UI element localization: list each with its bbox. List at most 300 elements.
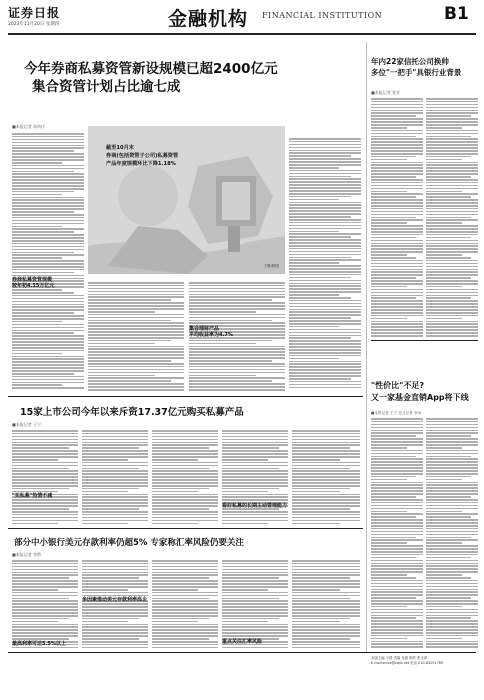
text-line <box>426 214 478 216</box>
text-line <box>12 179 84 181</box>
text-line <box>371 156 416 158</box>
text-line <box>292 502 360 504</box>
text-line <box>222 517 288 519</box>
text-line <box>371 138 423 140</box>
text-line <box>12 632 78 634</box>
text-line <box>12 228 84 230</box>
text-line <box>371 479 407 481</box>
text-line <box>12 523 58 525</box>
text-line <box>82 589 128 591</box>
newspaper-logo: 证券日报 <box>8 6 61 20</box>
bottom-text-col5 <box>292 560 360 652</box>
text-line <box>426 586 478 588</box>
text-line <box>12 439 78 441</box>
text-line <box>12 341 84 343</box>
text-line <box>12 485 78 487</box>
text-line <box>12 433 78 435</box>
right-top-headline-line2: 多位"一把手"具银行业背景 <box>371 68 462 77</box>
text-line <box>426 138 478 140</box>
text-line <box>82 511 148 513</box>
text-line <box>82 430 148 432</box>
text-line <box>426 127 462 129</box>
text-line <box>371 179 423 181</box>
lead-story <box>8 38 363 395</box>
text-line <box>82 482 148 484</box>
text-line <box>222 589 268 591</box>
text-line <box>88 311 155 313</box>
lead-text-col2 <box>88 282 184 393</box>
text-line <box>292 496 360 498</box>
masthead-rule <box>8 33 476 35</box>
text-line <box>222 465 288 467</box>
middle-text-col4 <box>222 430 288 526</box>
text-line <box>12 436 78 438</box>
text-line <box>371 312 423 314</box>
text-line <box>152 439 218 441</box>
text-line <box>371 424 423 426</box>
text-line <box>426 508 478 510</box>
text-line <box>222 626 288 628</box>
text-line <box>426 646 478 648</box>
text-line <box>12 511 78 513</box>
text-line <box>426 583 478 585</box>
text-line <box>12 266 84 268</box>
text-line <box>371 269 423 271</box>
text-line <box>88 348 184 350</box>
text-line <box>371 104 423 106</box>
text-line <box>12 572 78 574</box>
text-line <box>222 433 288 435</box>
text-line <box>371 513 423 515</box>
text-line <box>12 499 78 501</box>
text-line <box>88 351 184 353</box>
text-line <box>222 514 288 516</box>
text-line <box>222 462 288 464</box>
text-line <box>426 551 478 553</box>
text-line <box>82 520 148 522</box>
text-line <box>82 470 148 472</box>
footer-credits-line1: 本版主编 于德 责编 吴澍 制作 张玉萍 <box>371 656 428 660</box>
text-line <box>12 356 84 358</box>
text-line <box>289 378 351 380</box>
text-line <box>426 519 478 521</box>
text-line <box>289 236 351 238</box>
text-line <box>292 433 360 435</box>
text-line <box>371 199 423 201</box>
text-line <box>292 566 360 568</box>
text-line <box>222 574 288 576</box>
text-line <box>88 331 184 333</box>
text-line <box>426 496 471 498</box>
text-line <box>426 167 478 169</box>
text-line <box>426 159 462 161</box>
text-line <box>189 380 272 382</box>
text-line <box>426 191 462 193</box>
text-line <box>426 245 478 247</box>
text-line <box>12 609 78 611</box>
text-line <box>426 511 462 513</box>
text-line <box>12 321 62 323</box>
text-line <box>371 245 423 247</box>
right-mid-byline: ■本报记者 王宁 见习记者 韦雨 <box>371 411 421 415</box>
text-line <box>371 516 416 518</box>
text-line <box>371 191 407 193</box>
text-line <box>152 595 218 597</box>
text-line <box>82 496 148 498</box>
text-line <box>426 179 478 181</box>
text-line <box>289 233 361 235</box>
middle-headline: 15家上市公司今年以来斥资17.37亿元购买私募产品 <box>20 407 244 418</box>
text-line <box>371 594 423 596</box>
lead-subhead-2-line2: 平均收益率为4.7% <box>189 332 233 338</box>
text-line <box>12 257 62 259</box>
text-line <box>292 479 360 481</box>
text-line <box>12 298 84 300</box>
text-line <box>189 320 272 322</box>
text-line <box>426 600 478 602</box>
text-line <box>189 354 285 356</box>
text-line <box>88 366 184 368</box>
text-line <box>12 142 84 144</box>
text-line <box>222 612 288 614</box>
text-line <box>222 430 288 432</box>
text-line <box>189 375 256 377</box>
text-line <box>88 285 184 287</box>
text-line <box>12 574 78 576</box>
text-line <box>12 344 84 346</box>
text-line <box>426 130 478 132</box>
text-line <box>426 493 478 495</box>
right-top-text-col2 <box>426 98 478 340</box>
text-line <box>371 502 423 504</box>
text-line <box>82 569 148 571</box>
text-line <box>292 586 360 588</box>
text-line <box>292 473 360 475</box>
text-line <box>371 300 423 302</box>
text-line <box>189 366 285 368</box>
text-line <box>222 488 279 490</box>
text-line <box>426 156 471 158</box>
text-line <box>289 323 361 325</box>
text-line <box>289 144 361 146</box>
text-line <box>371 277 416 279</box>
text-line <box>88 296 184 298</box>
text-line <box>371 597 416 599</box>
text-line <box>426 626 478 628</box>
text-line <box>371 286 407 288</box>
middle-text-col3 <box>152 430 218 526</box>
text-line <box>222 523 268 525</box>
text-line <box>12 502 78 504</box>
text-line <box>426 461 478 463</box>
text-line <box>12 162 62 164</box>
text-line <box>426 623 478 625</box>
text-line <box>12 476 78 478</box>
lead-headline-line1: 今年券商私募资管新设规模已超2400亿元 <box>24 61 278 77</box>
text-line <box>222 624 288 626</box>
text-line <box>292 491 340 493</box>
text-line <box>426 118 478 120</box>
text-line <box>292 577 350 579</box>
text-line <box>12 589 58 591</box>
text-line <box>426 188 478 190</box>
text-line <box>88 354 184 356</box>
text-line <box>222 444 288 446</box>
text-line <box>152 615 218 617</box>
text-line <box>82 442 148 444</box>
text-line <box>82 566 148 568</box>
text-line <box>371 167 423 169</box>
text-line <box>12 600 78 602</box>
text-line <box>88 288 184 290</box>
text-line <box>12 327 84 329</box>
middle-text-col5 <box>292 430 360 526</box>
text-line <box>426 124 478 126</box>
text-line <box>426 335 478 337</box>
text-line <box>371 115 416 117</box>
text-line <box>289 288 361 290</box>
text-line <box>289 231 339 233</box>
text-line <box>152 580 218 582</box>
text-line <box>12 358 84 360</box>
right-mid-headline-line2: 又一家基金直销App将下线 <box>371 393 469 402</box>
text-line <box>12 376 84 378</box>
text-line <box>189 386 285 388</box>
text-line <box>12 577 69 579</box>
text-line <box>88 317 184 319</box>
right-mid-rule <box>371 340 478 341</box>
text-line <box>82 586 148 588</box>
text-line <box>292 456 360 458</box>
text-line <box>152 577 209 579</box>
text-line <box>371 205 423 207</box>
text-line <box>12 240 84 242</box>
text-line <box>426 326 478 328</box>
text-line <box>371 461 423 463</box>
text-line <box>82 433 148 435</box>
text-line <box>426 635 478 637</box>
text-line <box>371 283 423 285</box>
bottom-text-col2 <box>82 560 148 652</box>
text-line <box>426 456 471 458</box>
text-line <box>289 297 351 299</box>
text-line <box>289 202 361 204</box>
text-line <box>222 439 288 441</box>
text-line <box>12 482 78 484</box>
text-line <box>371 219 423 221</box>
text-line <box>12 188 84 190</box>
text-line <box>371 525 423 527</box>
text-line <box>88 322 184 324</box>
text-line <box>371 589 423 591</box>
text-line <box>152 479 218 481</box>
text-line <box>289 387 361 389</box>
text-line <box>426 286 462 288</box>
text-line <box>292 470 360 472</box>
text-line <box>222 485 288 487</box>
infographic-caption-line3: 产品年度规模环比下降1.18% <box>106 161 176 167</box>
text-line <box>152 442 218 444</box>
text-line <box>189 314 285 316</box>
text-line <box>88 320 171 322</box>
text-line <box>371 306 423 308</box>
text-line <box>371 623 423 625</box>
text-line <box>426 476 471 478</box>
lead-subhead-2-line1: 集合理财产品 <box>189 326 220 332</box>
text-line <box>289 265 361 267</box>
text-line <box>292 647 360 649</box>
text-line <box>371 193 423 195</box>
right-mid-headline <box>371 380 478 404</box>
text-line <box>371 511 407 513</box>
text-line <box>152 482 218 484</box>
text-line <box>371 580 423 582</box>
text-line <box>426 612 478 614</box>
bottom-text-col3 <box>152 560 218 652</box>
text-line <box>426 182 478 184</box>
text-line <box>12 199 84 201</box>
text-line <box>12 156 84 158</box>
text-line <box>289 245 361 247</box>
text-line <box>371 467 423 469</box>
text-line <box>82 494 148 496</box>
text-line <box>292 563 360 565</box>
text-line <box>426 447 462 449</box>
text-line <box>371 534 423 536</box>
text-line <box>292 603 360 605</box>
text-line <box>289 277 351 279</box>
text-line <box>426 315 478 317</box>
text-line <box>371 101 423 103</box>
text-line <box>371 537 416 539</box>
text-line <box>12 223 84 225</box>
text-line <box>426 176 471 178</box>
text-line <box>371 107 423 109</box>
text-line <box>292 572 360 574</box>
text-line <box>82 615 148 617</box>
text-line <box>289 184 361 186</box>
text-line <box>82 635 148 637</box>
text-line <box>426 641 478 643</box>
text-line <box>426 534 478 536</box>
text-line <box>371 458 423 460</box>
text-line <box>371 321 423 323</box>
text-line <box>371 159 407 161</box>
text-line <box>222 618 279 620</box>
text-line <box>82 447 139 449</box>
text-line <box>12 176 84 178</box>
text-line <box>292 592 360 594</box>
text-line <box>222 629 288 631</box>
text-line <box>292 569 360 571</box>
text-line <box>289 283 361 285</box>
right-mid-text-col2 <box>426 418 478 650</box>
text-line <box>371 548 423 550</box>
text-line <box>371 118 423 120</box>
text-line <box>371 493 423 495</box>
text-line <box>82 436 148 438</box>
text-line <box>426 638 462 640</box>
text-line <box>12 332 74 334</box>
text-line <box>426 104 478 106</box>
text-line <box>88 334 184 336</box>
text-line <box>371 464 423 466</box>
text-line <box>289 303 361 305</box>
text-line <box>12 315 84 317</box>
text-line <box>12 350 84 352</box>
lead-subhead-1-line1: 券商私募资管规模 <box>12 277 53 283</box>
text-line <box>371 231 423 233</box>
text-line <box>426 274 478 276</box>
text-line <box>371 136 416 138</box>
text-line <box>82 502 148 504</box>
text-line <box>426 292 478 294</box>
text-line <box>426 502 478 504</box>
text-line <box>189 294 285 296</box>
text-line <box>189 369 285 371</box>
text-line <box>371 323 423 325</box>
text-line <box>371 248 423 250</box>
text-line <box>289 329 361 331</box>
text-line <box>371 539 423 541</box>
text-line <box>82 523 128 525</box>
text-line <box>292 488 350 490</box>
text-line <box>222 496 288 498</box>
text-line <box>12 234 84 236</box>
right-top-headline-line1: 年内22家信托公司换帅 <box>371 57 449 66</box>
text-line <box>292 641 360 643</box>
text-line <box>189 311 256 313</box>
text-line <box>426 115 471 117</box>
text-line <box>289 178 361 180</box>
text-line <box>292 494 360 496</box>
text-line <box>426 222 462 224</box>
text-line <box>152 583 218 585</box>
text-line <box>152 598 209 600</box>
text-line <box>292 560 360 562</box>
text-line <box>88 291 184 293</box>
text-line <box>12 442 78 444</box>
text-line <box>152 523 198 525</box>
text-line <box>371 234 423 236</box>
text-line <box>289 306 361 308</box>
text-line <box>12 615 78 617</box>
text-line <box>88 383 184 385</box>
text-line <box>152 499 218 501</box>
text-line <box>152 514 218 516</box>
text-line <box>12 465 78 467</box>
text-line <box>426 164 478 166</box>
text-line <box>371 505 423 507</box>
text-line <box>426 484 478 486</box>
text-line <box>289 300 361 302</box>
text-line <box>82 439 148 441</box>
text-line <box>12 470 78 472</box>
text-line <box>371 202 423 204</box>
text-line <box>88 314 184 316</box>
text-line <box>12 260 84 262</box>
text-line <box>82 517 148 519</box>
text-line <box>426 430 478 432</box>
text-line <box>12 603 78 605</box>
text-line <box>82 644 148 646</box>
text-line <box>426 248 478 250</box>
infographic-caption-line2: 券商(包括资管子公司)私募资管 <box>106 153 179 159</box>
text-line <box>371 482 423 484</box>
text-line <box>82 485 148 487</box>
text-line <box>189 299 272 301</box>
text-line <box>371 110 423 112</box>
